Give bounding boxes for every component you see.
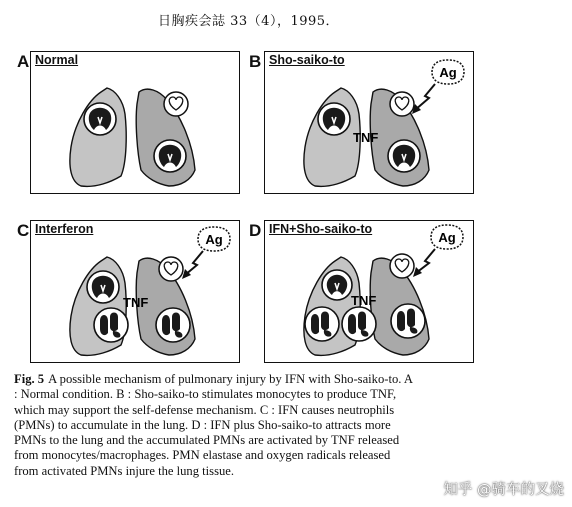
panel-c-illustration — [31, 221, 239, 362]
panel-b — [264, 51, 474, 194]
antigen-label: Ag — [438, 230, 456, 245]
tnf-label: TNF — [123, 295, 149, 310]
lightning-arrow-icon — [416, 249, 435, 273]
panel-a-title: Normal — [35, 53, 79, 67]
panel-c — [30, 220, 240, 363]
panel-d-title: IFN+Sho-saiko-to — [269, 222, 373, 236]
caption-line-1: Fig. 5 A possible mechanism of pulmonary injury by IFN with Sho-saiko-to. A — [14, 372, 413, 386]
panel-a — [30, 51, 240, 194]
figure-caption — [14, 372, 562, 479]
panel-b-title: Sho-saiko-to — [269, 53, 345, 67]
antigen-icon — [432, 60, 464, 84]
tnf-label: TNF — [351, 293, 377, 308]
caption-line-6: from monocytes/macrophages. PMN elastase and oxygen radicals released — [14, 448, 391, 463]
panel-c-letter: C — [17, 221, 30, 240]
caption-line-4: (PMNs) to accumulate in the lung. D : IFN plus Sho-saiko-to attracts more — [14, 417, 391, 432]
panel-b-illustration — [265, 52, 473, 193]
neutrophil-icon — [94, 308, 128, 342]
neutrophil-icon — [391, 304, 425, 338]
monocyte-icon — [322, 270, 352, 300]
panel-a-letter: A — [17, 52, 30, 71]
neutrophil-icon — [342, 307, 376, 341]
macrophage-icon — [164, 92, 188, 116]
macrophage-icon — [159, 257, 183, 281]
panel-c-title: Interferon — [35, 222, 94, 236]
macrophage-icon — [390, 254, 414, 278]
monocyte-icon — [388, 140, 420, 172]
lightning-arrow-icon — [185, 251, 203, 275]
caption-line-3: which may support the self-defense mechanism. C : IFN causes neutrophils — [14, 402, 395, 417]
antigen-label: Ag — [205, 232, 223, 247]
lightning-arrow-icon — [415, 84, 435, 110]
caption-line-2: : Normal condition. B : Sho-saiko-to stimulates monocytes to produce TNF, — [14, 387, 397, 402]
monocyte-icon — [154, 140, 186, 172]
neutrophil-icon — [156, 308, 190, 342]
caption-line-7: from activated PMNs injure the lung tissue. — [14, 463, 235, 478]
panel-d-letter: D — [249, 221, 262, 240]
panel-d — [264, 220, 474, 363]
tnf-label: TNF — [353, 130, 379, 145]
figure-label: Fig. 5 — [14, 372, 45, 386]
panel-a-illustration — [31, 52, 239, 193]
monocyte-icon — [87, 271, 119, 303]
antigen-icon — [198, 227, 230, 251]
monocyte-icon — [84, 103, 116, 135]
journal-header: 日胸疾会誌 33（4），1995． — [158, 14, 340, 29]
panel-d-illustration — [265, 221, 473, 362]
watermark: 知乎 @骑车的叉烧 — [443, 482, 564, 498]
monocyte-icon — [318, 103, 350, 135]
antigen-icon — [431, 225, 463, 249]
caption-line-5: PMNs to the lung and the accumulated PMNs are activated by TNF released — [14, 433, 400, 448]
panel-b-letter: B — [249, 52, 262, 71]
neutrophil-icon — [305, 307, 339, 341]
antigen-label: Ag — [439, 65, 457, 80]
macrophage-icon — [390, 92, 414, 116]
